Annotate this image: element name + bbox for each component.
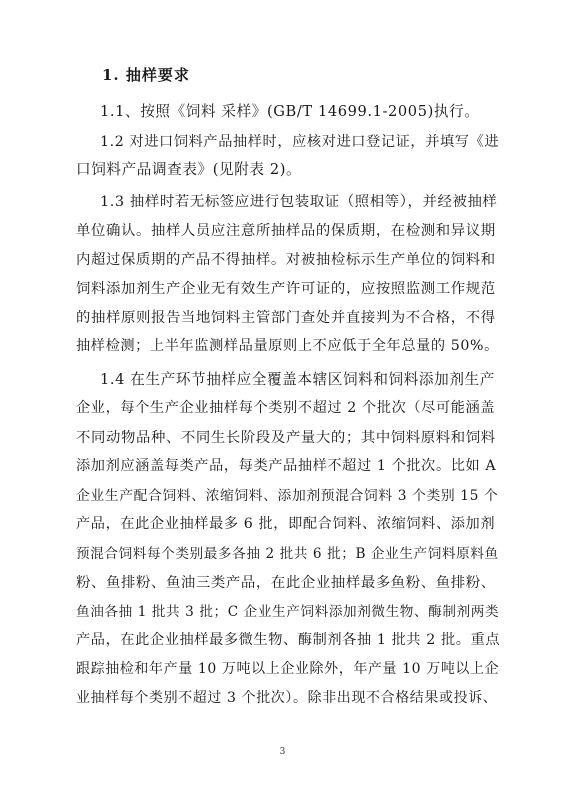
paragraph-1-4-line: 产品，在此企业抽样最多微生物、酶制剂各抽 1 批共 2 批。重点 (76, 632, 501, 648)
page-number: 3 (279, 747, 286, 757)
paragraph-1-1-line: 1.1、按照《饲料 采样》(GB/T 14699.1-2005)执行。 (100, 103, 480, 120)
paragraph-1-4-line: 不同动物品种、不同生长阶段及产量大的；其中饲料原料和饲料 (76, 430, 496, 446)
paragraph-1-3-line: 饲料添加剂生产企业无有效生产许可证的，应按照监测工作规范 (76, 281, 496, 297)
paragraph-1-2-line: 1.2 对进口饲料产品抽样时，应核对进口登记证，并填写《进 (100, 134, 500, 150)
paragraph-1-4-line: 跟踪抽检和年产量 10 万吨以上企业除外，年产量 10 万吨以上企 (76, 661, 500, 677)
paragraph-1-4-line: 预混合饲料每个类别最多各抽 2 批共 6 批；B 企业生产饲料原料鱼 (76, 546, 499, 562)
paragraph-1-4-line: 1.4 在生产环节抽样应全覆盖本辖区饲料和饲料添加剂生产 (100, 371, 495, 388)
paragraph-1-4-line: 企业，每个生产企业抽样每个类别不超过 2 个批次（尽可能涵盖 (76, 400, 496, 416)
paragraph-1-4-line: 粉、鱼排粉、鱼油三类产品，在此企业抽样最多鱼粉、鱼排粉、 (76, 575, 496, 591)
paragraph-1-3-line: 的抽样原则报告当地饲料主管部门查处并直接判为不合格，不得 (76, 310, 496, 326)
paragraph-1-2-line: 口饲料产品调查表》(见附表 2)。 (76, 161, 302, 178)
section-heading: 1. 抽样要求 (102, 66, 190, 84)
paragraph-1-4-line: 产品，在此企业抽样最多 6 批，即配合饲料、浓缩饲料、添加剂 (76, 516, 496, 532)
paragraph-1-3-line: 内超过保质期的产品不得抽样。对被抽检标示生产单位的饲料和 (76, 252, 496, 268)
paragraph-1-4-line: 添加剂应涵盖每类产品，每类产品抽样不超过 1 个批次。比如 A (76, 458, 497, 474)
paragraph-1-3-line: 抽样检测；上半年监测样品量原则上不应低于全年总量的 50%。 (76, 338, 499, 354)
paragraph-1-4-line: 企业生产配合饲料、浓缩饲料、添加剂预混合饲料 3 个类别 15 个 (76, 488, 499, 504)
paragraph-1-4-line: 鱼油各抽 1 批共 3 批；C 企业生产饲料添加剂微生物、酶制剂两类 (76, 604, 500, 620)
paragraph-1-3-line: 1.3 抽样时若无标签应进行包装取证（照相等），并经被抽样 (100, 194, 498, 210)
paragraph-1-3-line: 单位确认。抽样人员应注意所抽样品的保质期，在检测和异议期 (76, 223, 496, 239)
paragraph-1-4-line: 业抽样每个类别不超过 3 个批次）。除非出现不合格结果或投诉、 (76, 690, 498, 706)
